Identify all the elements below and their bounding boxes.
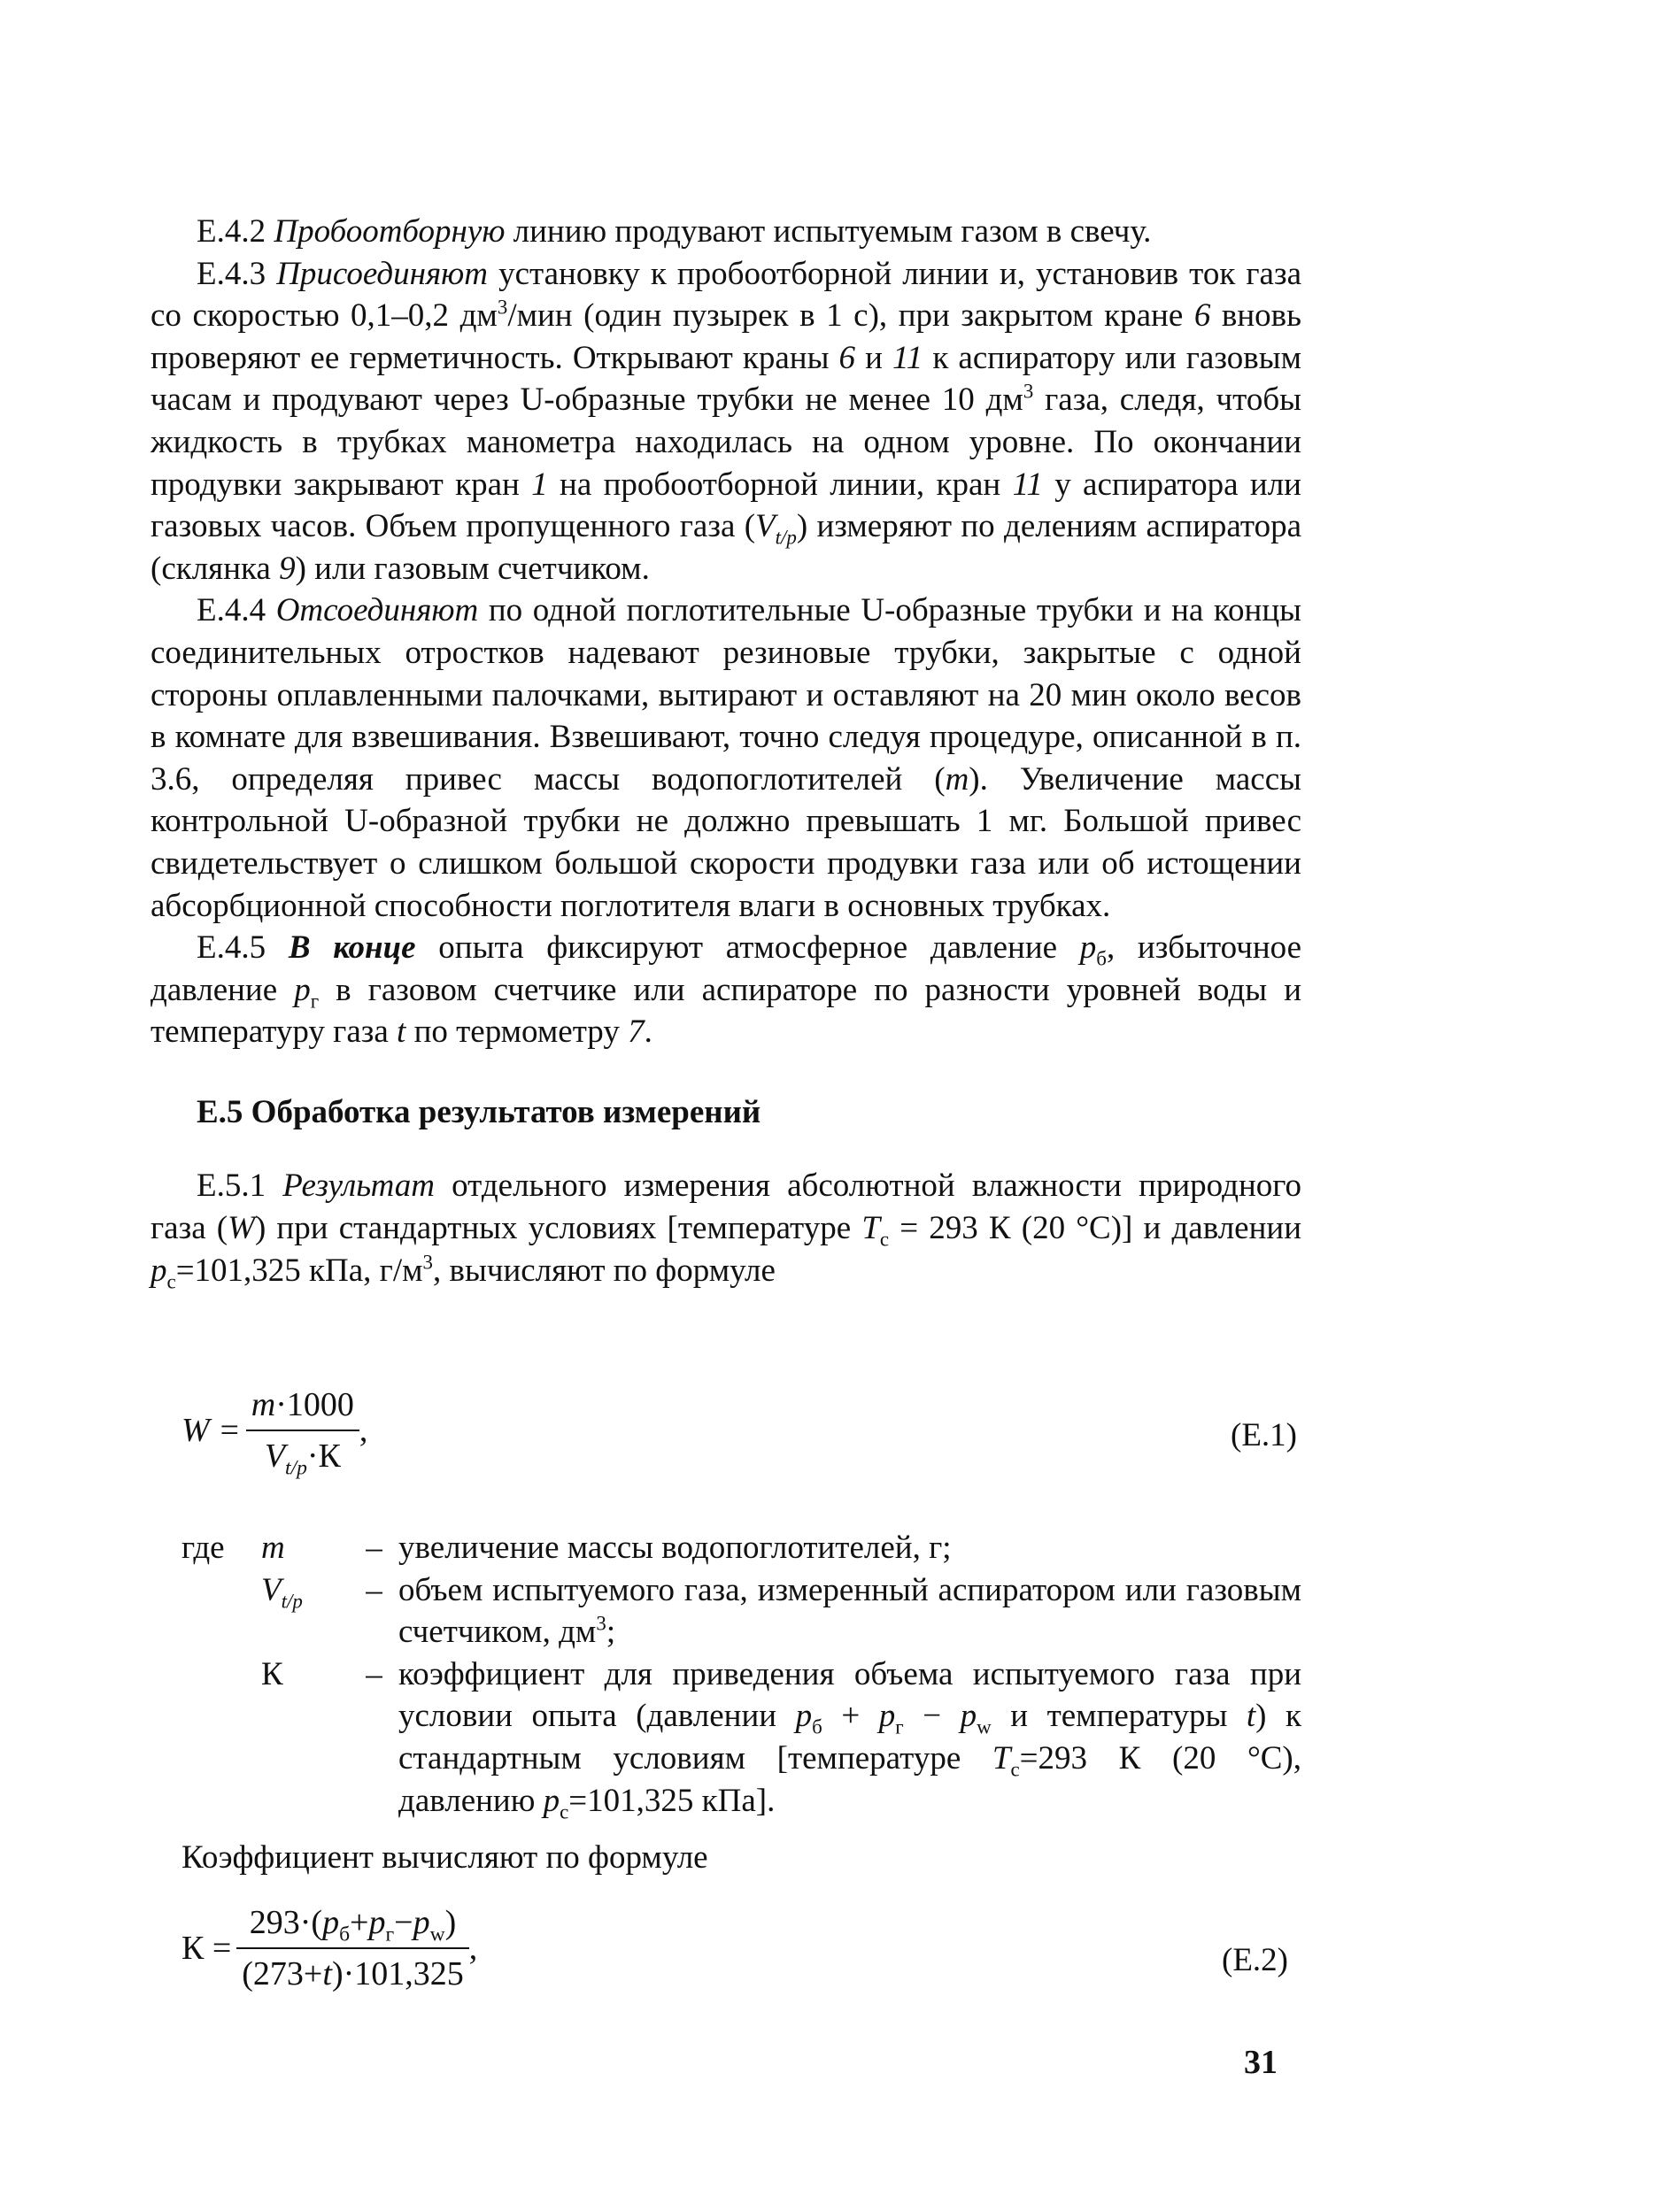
clause-text: к аспиратору или газовым часам и продувают через U-образные трубки не менее 10 дм bbox=[151, 339, 1301, 419]
item-ref: 9 bbox=[279, 550, 296, 587]
subscript: г bbox=[385, 1923, 395, 1946]
clause-text: /мин (один пузырек в 1 с), при закрытом кране bbox=[507, 297, 1194, 335]
symbol: W bbox=[228, 1210, 255, 1247]
symbol: T bbox=[992, 1739, 1011, 1777]
definition-text bbox=[398, 1653, 1301, 1822]
definition-dash: – bbox=[366, 1571, 382, 1608]
paragraph-e42 bbox=[151, 211, 1301, 253]
fraction bbox=[246, 1385, 359, 1480]
symbol: V bbox=[261, 1571, 282, 1608]
clause-text: ) измеряют по делениям аспиратора (склянка bbox=[151, 508, 1301, 587]
clause-number: Е.4.4 bbox=[197, 592, 276, 629]
clause-text: в газовом счетчике или аспираторе по разности уровней воды и температуру газа bbox=[151, 971, 1302, 1051]
symbol: V bbox=[264, 1437, 286, 1475]
subscript: б bbox=[1096, 947, 1107, 970]
definition-text-part: ; bbox=[606, 1614, 616, 1651]
subscript: t/p bbox=[285, 1456, 307, 1480]
symbol: p bbox=[294, 971, 311, 1008]
section-heading: Е.5 Обработка результатов измерений bbox=[197, 1093, 761, 1130]
symbol: t bbox=[322, 1955, 332, 1992]
clause-text: линию продувают испытуемым газом в свечу. bbox=[505, 213, 1152, 250]
definition-row bbox=[181, 1569, 1301, 1653]
definition-text-part: =101,325 кПа]. bbox=[568, 1782, 776, 1819]
clause-text: по термометру bbox=[405, 1014, 629, 1051]
item-ref: 6 bbox=[1193, 297, 1211, 335]
subscript: б bbox=[812, 1715, 822, 1738]
symbol: p bbox=[795, 1698, 813, 1735]
equation-number: (Е.1) bbox=[1231, 1417, 1297, 1453]
definition-symbol: m bbox=[261, 1530, 285, 1566]
coefficient-intro bbox=[181, 1837, 1301, 1879]
formula-e2 bbox=[181, 1903, 477, 1993]
clause-number: Е.5.1 bbox=[197, 1168, 283, 1205]
clause-text: и bbox=[855, 339, 892, 376]
fraction-denominator bbox=[236, 1949, 468, 1993]
item-ref: 11 bbox=[1012, 466, 1043, 503]
body-text-upper bbox=[151, 211, 1301, 1291]
clause-text: у аспиратора или газовых часов. Объем пропущенного газа ( bbox=[151, 466, 1301, 545]
clause-text: вновь проверяют ее герметичность. Открывают краны bbox=[151, 297, 1301, 376]
superscript: 3 bbox=[497, 296, 508, 319]
fraction-denominator bbox=[246, 1431, 359, 1480]
operator: + bbox=[822, 1698, 879, 1735]
item-ref: 1 bbox=[531, 466, 548, 503]
formula-comma: , bbox=[468, 1930, 478, 1967]
subscript: w bbox=[977, 1715, 992, 1738]
definition-row bbox=[181, 1653, 1301, 1822]
symbol: p bbox=[878, 1698, 896, 1735]
superscript: 3 bbox=[596, 1612, 606, 1635]
definition-symbol: К bbox=[261, 1655, 283, 1692]
item-ref: 7 bbox=[628, 1014, 645, 1051]
definition-text-part: ) к стандартным условиям [температуре bbox=[398, 1698, 1301, 1777]
symbol: m bbox=[251, 1386, 276, 1423]
symbol: t bbox=[397, 1014, 406, 1051]
subscript: t/p bbox=[775, 526, 797, 549]
operator: − bbox=[903, 1698, 961, 1735]
formula-lhs: W = bbox=[181, 1412, 241, 1449]
formula-text: ·К bbox=[306, 1437, 341, 1475]
formula-lhs: К = bbox=[181, 1930, 232, 1967]
clause-number: Е.4.3 bbox=[197, 255, 277, 292]
clause-text: , вычисляют по формуле bbox=[433, 1252, 776, 1289]
fraction-numerator bbox=[236, 1903, 468, 1949]
clause-text: =101,325 кПа, г/м bbox=[175, 1252, 423, 1289]
paragraph-e45 bbox=[151, 927, 1301, 1053]
symbol: t bbox=[1246, 1698, 1256, 1735]
formula-text: ) bbox=[444, 1904, 457, 1941]
fraction-numerator bbox=[246, 1385, 359, 1431]
formula-text: )·101,325 bbox=[331, 1955, 464, 1992]
symbol: p bbox=[368, 1904, 386, 1941]
subscript: w bbox=[429, 1923, 445, 1946]
clause-text: по одной поглотительные U-образные трубки и на концы соединительных отростков надевают резиновые трубки, закрытые с одной стороны оплавленными палочками, вытирают и оставляют на 20 мин около весов в комнате для взвешивания. Взвешивают, точно следуя процедуре, описанной в п. 3.6, определяя привес массы водопоглотителей ( bbox=[151, 592, 1301, 798]
subscript: с bbox=[879, 1228, 890, 1251]
formula-e1 bbox=[181, 1385, 368, 1480]
clause-number: Е.4.2 bbox=[197, 213, 274, 250]
clause-lead: Пробоотборную bbox=[274, 213, 506, 250]
clause-text: газа, следя, чтобы жидкость в трубках манометра находилась на одном уровне. По окончании продувки закрывают кран bbox=[151, 382, 1302, 503]
equation-number: (Е.2) bbox=[1222, 1942, 1288, 1978]
subscript: t/p bbox=[281, 1589, 303, 1612]
definition-symbol bbox=[261, 1569, 350, 1653]
definition-dash: – bbox=[366, 1530, 382, 1566]
formula-text: (273+ bbox=[242, 1955, 323, 1992]
item-ref: 11 bbox=[892, 339, 923, 376]
clause-lead: Отсоединяют bbox=[275, 592, 479, 629]
symbol: m bbox=[945, 760, 969, 798]
clause-lead: Присоединяют bbox=[276, 255, 488, 292]
symbol: p bbox=[413, 1904, 430, 1941]
subscript: с bbox=[1010, 1758, 1020, 1781]
clause-text: установку к пробоотборной линии и, установив ток газа со скоростью 0,1–0,2 дм bbox=[151, 255, 1302, 335]
paragraph-e43 bbox=[151, 253, 1301, 590]
symbol-definitions bbox=[181, 1527, 1301, 1822]
symbol: V bbox=[755, 508, 776, 545]
formula-text: ·1000 bbox=[275, 1386, 354, 1423]
clause-lead: В конце bbox=[288, 929, 416, 967]
formula-comma: , bbox=[359, 1412, 368, 1449]
coefficient-intro-text: Коэффициент вычисляют по формуле bbox=[181, 1839, 708, 1876]
symbol: T bbox=[861, 1210, 880, 1247]
subscript: с bbox=[560, 1800, 569, 1823]
subscript: г bbox=[895, 1715, 904, 1738]
clause-text: . bbox=[644, 1014, 652, 1051]
clause-text: опыта фиксируют атмосферное давление bbox=[415, 929, 1080, 967]
definition-row bbox=[181, 1527, 1301, 1569]
clause-text: отдельного измерения абсолютной влажности природного газа ( bbox=[151, 1168, 1301, 1247]
where-label: где bbox=[181, 1530, 225, 1566]
clause-number: Е.4.5 bbox=[197, 929, 289, 967]
clause-text: ) при стандартных условиях [температуре bbox=[254, 1210, 862, 1247]
definition-text-part: объем испытуемого газа, измеренный аспиратором или газовым счетчиком, дм bbox=[398, 1571, 1301, 1651]
symbol: p bbox=[322, 1904, 340, 1941]
definition-text-part: и температуры bbox=[991, 1698, 1247, 1735]
subscript: б bbox=[339, 1923, 351, 1946]
definition-text-part: коэффициент для приведения объема испытуемого газа при условии опыта (давлении bbox=[398, 1655, 1301, 1735]
subscript: г bbox=[310, 990, 320, 1013]
paragraph-e51 bbox=[151, 1165, 1301, 1291]
paragraph-e44 bbox=[151, 590, 1301, 927]
operator: − bbox=[394, 1904, 413, 1941]
clause-text: на пробоотборной линии, кран bbox=[547, 466, 1013, 503]
clause-text: = 293 К (20 °С)] и давлении bbox=[889, 1210, 1301, 1247]
fraction bbox=[236, 1903, 468, 1993]
definition-text-part: =293 К (20 °С), давлению bbox=[398, 1739, 1301, 1819]
symbol: p bbox=[151, 1252, 167, 1289]
definition-dash: – bbox=[366, 1655, 382, 1692]
clause-lead: Результат bbox=[282, 1168, 435, 1205]
clause-text: ). Увеличение массы контрольной U-образной трубки не должно превышать 1 мг. Большой привес свидетельствует о слишком большой скорости продувки газа или об истощении абсорбционной способности поглотителя влаги в основных трубках. bbox=[151, 760, 1301, 924]
symbol: p bbox=[1079, 929, 1097, 967]
item-ref: 6 bbox=[838, 339, 856, 376]
superscript: 3 bbox=[1023, 381, 1034, 404]
superscript: 3 bbox=[422, 1251, 434, 1274]
formula-text: 293·( bbox=[249, 1904, 323, 1941]
symbol: p bbox=[960, 1698, 977, 1735]
definition-text bbox=[398, 1569, 1301, 1653]
clause-text: , избыточное давление bbox=[151, 929, 1301, 1008]
clause-text: ) или газовым счетчиком. bbox=[295, 550, 650, 587]
operator: + bbox=[350, 1904, 369, 1941]
symbol: p bbox=[543, 1782, 560, 1819]
page-number: 31 bbox=[1244, 2044, 1278, 2081]
definition-text: увеличение массы водопоглотителей, г; bbox=[398, 1530, 952, 1566]
subscript: с bbox=[166, 1270, 176, 1293]
